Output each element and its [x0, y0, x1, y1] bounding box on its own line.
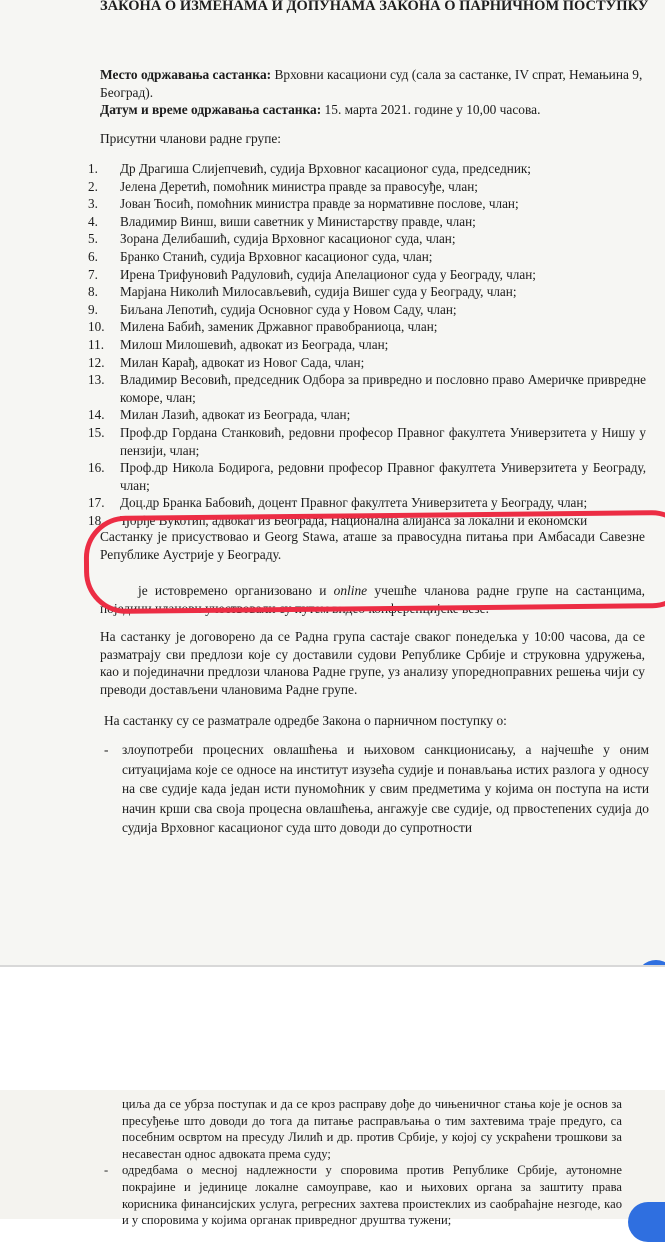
member-text: Бранко Станић, судија Врховног касационог суда, члан; — [120, 248, 433, 264]
member-number: 11. — [88, 336, 104, 352]
member-item — [84, 354, 646, 372]
member-item — [84, 178, 646, 196]
date-value: 15. марта 2021. године у 10,00 часова. — [324, 102, 541, 117]
member-number: 3. — [88, 196, 98, 212]
discussed-intro: На састанку су се разматрале одредбе Закона о парничном поступку о: — [104, 713, 507, 728]
member-item — [84, 248, 646, 266]
member-item — [84, 512, 646, 530]
page2-text — [104, 1096, 622, 1229]
member-item — [84, 494, 646, 512]
member-number: 13. — [88, 372, 105, 388]
member-number: 6. — [88, 248, 98, 264]
bullet-item-1 — [104, 740, 649, 838]
member-number: 15. — [88, 424, 105, 440]
member-text: Марјана Николић Милосављевић, судија Вишег суда у Београду, члан; — [120, 284, 517, 300]
member-text: Биљана Лепотић, судија Основног суда у Новом Саду, члан; — [120, 301, 457, 317]
member-item — [84, 195, 646, 213]
member-number: 1. — [88, 161, 98, 176]
member-text: Јелена Деретић, помоћник министра правде за правосуђе, члан; — [120, 178, 478, 194]
member-item — [84, 406, 646, 424]
member-number: 12. — [88, 354, 105, 370]
online-note — [100, 582, 645, 617]
place-value: Врховни касациони суд (сала за састанке, IV спрат, Немањина 9, Београд). — [100, 67, 643, 100]
member-text: Милан Лазић, адвокат из Београда, члан; — [120, 407, 351, 423]
member-number: 18. — [88, 512, 105, 528]
bullet-dash: - — [104, 1163, 109, 1178]
member-item — [84, 336, 646, 354]
member-text: Проф.др Гордана Станковић, редовни професор Правног факултета Универзитета у Нишу у пензији, члан; — [120, 424, 646, 458]
member-number: 5. — [88, 231, 98, 247]
online-before: је истовремено организовано и — [138, 583, 327, 598]
member-text: Владимир Весовић, председник Одбора за привредно и пословно право Америчке привредне коморе, члан; — [120, 372, 646, 405]
member-item — [84, 301, 646, 319]
member-number: 8. — [88, 284, 98, 300]
present-heading: Присутни чланови радне групе: — [100, 131, 282, 146]
place-label: Место одржавања састанка: — [100, 67, 272, 82]
online-after: учешће чланова радне групе на састанцима, поједини чланови учествовали су путем видео конференцијске везе. — [100, 583, 646, 616]
member-text: Јован Ћосић, помоћник министра правде за нормативне послове, члан; — [120, 196, 519, 212]
bullet-text: злоупотреби процесних овлашћења и њиховом санкционисању, а најчешће у оним ситуацијама које се односе на институт изузећа судије и понављања истих разлога у односу на све судије када један исти пуномоћник у свим предметима у којима он поступа на исти начин крши сва своја процесна овлашћења, ангажује све судије, од првостепених судија до судија Врховног касационог суда што доводи до супротности — [122, 742, 649, 835]
document-title: ЗАКОНА О ИЗМЕНАМА И ДОПУНАМА ЗАКОНА О ПАРНИЧНОМ ПОСТУПКУ — [100, 0, 649, 14]
online-word: online — [333, 583, 368, 598]
member-text: Владимир Винш, виши саветник у Министарству правде, члан; — [120, 213, 476, 229]
member-text: Милош Милошевић, адвокат из Београда, члан; — [120, 336, 389, 352]
member-number: 14. — [88, 407, 105, 423]
member-number: 4. — [88, 213, 98, 229]
guest-note: Састанку је присуствовао и Georg Stawa, аташе за правосудна питања при Амбасади Савезне Републике Аустрије у Београду. — [100, 529, 645, 562]
member-item — [84, 424, 646, 459]
floating-action-button[interactable] — [628, 1202, 665, 1242]
member-item — [84, 213, 646, 231]
member-item — [84, 371, 646, 406]
member-text: Зорана Делибашић, судија Врховног касационог суда, члан; — [120, 231, 456, 247]
member-text: Проф.др Никола Бодирога, редовни професор Правног факултета Универзитета у Београду, члан; — [120, 460, 646, 493]
agreed-paragraph: На састанку је договорено да се Радна група састаје сваког понедељка у 10:00 часова, да се разматрају сви предлози које су доставили судови Републике Србије и струковна удружења, као и појединачни предлози чланова Радне групе, уз анализу упоредноправних решења чији су преводи достављени члановима Радне групе. — [100, 629, 645, 697]
member-text: Доц.др Бранка Бабовић, доцент Правног факултета Универзитета у Београду, члан; — [120, 495, 588, 511]
member-number: 10. — [88, 319, 105, 335]
member-text: Милан Карађ, адвокат из Новог Сада, члан; — [120, 354, 365, 370]
member-number: 17. — [88, 495, 105, 511]
bullet-text: одредбама о месној надлежности у споровима против Републике Србије, аутономне покрајине и јединице локалне самоуправе, као и њихових органа за заштиту права корисника финансијских услуга, регресних захтева проистеклих из саобраћајне незгоде, као и у споровима у којима органак привредног друштва тужени; — [122, 1163, 622, 1228]
continuation-paragraph: циља да се убрза поступак и да се кроз расправу дође до чињеничног стања које је основ за пресуђење што доводи до тога да питање расправљања о тим захтевима траје предуго, са посебним освртом на пресуду Лилић и др. против Србије, у којој су ускраћени трошкови за несавестан однос адвоката према суду; — [122, 1097, 622, 1161]
date-label: Датум и време одржавања састанка: — [100, 102, 322, 117]
member-text: Милена Бабић, заменик Државног правобраниоца, члан; — [120, 319, 438, 335]
member-text: Др Драгиша Слијепчевић, судија Врховног касационог суда, председник; — [120, 161, 531, 176]
member-number: 9. — [88, 301, 98, 317]
member-item — [84, 160, 646, 178]
members-list — [84, 160, 646, 529]
member-item — [84, 459, 646, 494]
member-item — [84, 318, 646, 336]
bullet-dash: - — [104, 742, 109, 757]
member-item — [84, 230, 646, 248]
meeting-meta — [100, 66, 645, 119]
member-number: 16. — [88, 460, 105, 476]
page-gap — [0, 965, 665, 1092]
member-number: 7. — [88, 266, 98, 282]
member-text: Ђорђе Вукотић, адвокат из Београда, Национална алијанса за локални и економски — [120, 512, 588, 528]
member-text: Ирена Трифуновић Радуловић, судија Апелационог суда у Београду, члан; — [120, 266, 536, 282]
member-item — [84, 283, 646, 301]
member-number: 2. — [88, 178, 98, 194]
member-item — [84, 266, 646, 284]
